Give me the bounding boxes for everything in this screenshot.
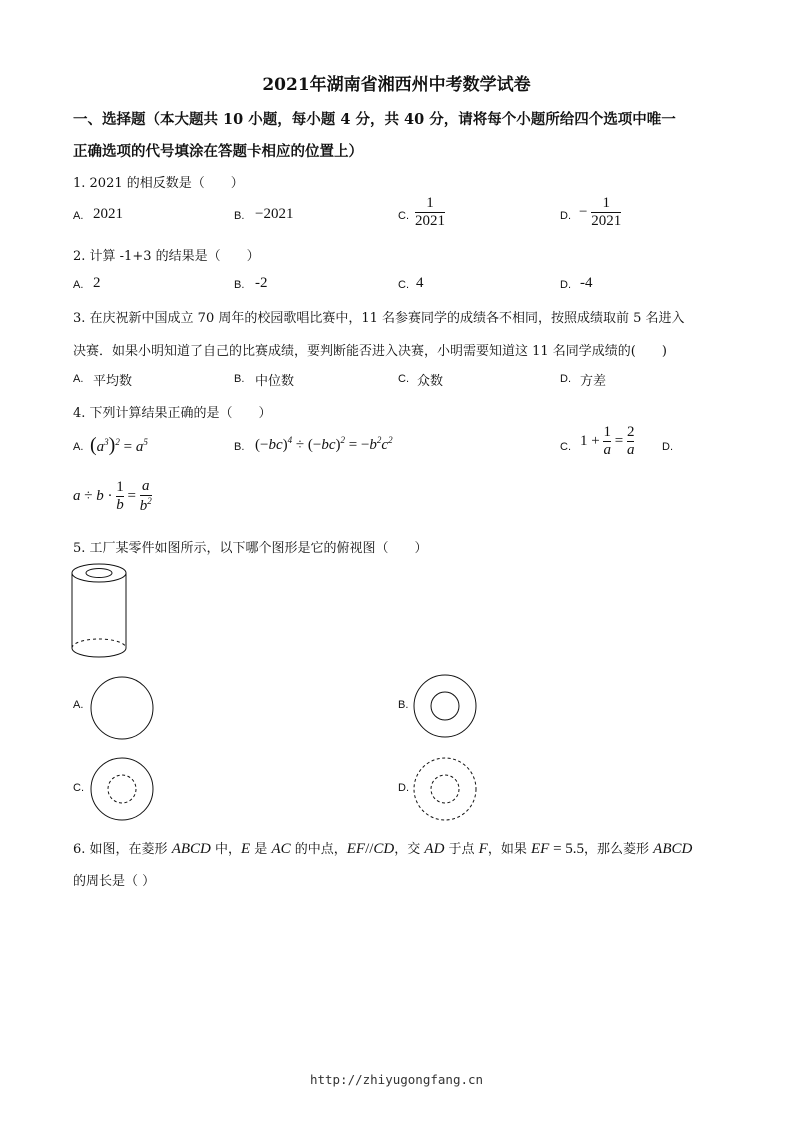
q4-option-c: 1 + $\frac{1}{a}$ = $\frac{2}{a}$: [580, 424, 635, 459]
q1-option-b-label: B.: [234, 210, 245, 222]
q1-c-numerator: 1: [426, 195, 434, 211]
q3-option-c-label: C.: [398, 373, 409, 385]
q5-option-d-label: D.: [398, 782, 409, 794]
q4-stem: 4. 下列计算结果正确的是（ ）: [73, 406, 272, 421]
q3-option-a: 平均数: [93, 374, 133, 389]
q1-option-d-label: D.: [560, 210, 571, 222]
q1-d-sign: −: [579, 204, 588, 221]
q5-option-b-label: B.: [398, 699, 409, 711]
q5-option-b-figure: [412, 673, 478, 739]
q5-option-c-figure: [89, 756, 155, 822]
q6-stem-intro: 6. 如图，在菱形: [73, 842, 168, 857]
page-title: 2021年湖南省湘西州中考数学试卷: [262, 75, 531, 95]
q3-stem-line1: 3. 在庆祝新中国成立 70 周年的校园歌唱比赛中，11 名参赛同学的成绩各不相同，按照成绩取前 5 名进入: [73, 311, 685, 326]
q1-option-c: [415, 195, 445, 231]
q4-option-a-label: A.: [73, 441, 84, 453]
q4-option-d-label: D.: [662, 441, 673, 453]
q6-stem-line2: 的周长是（ ）: [73, 874, 156, 889]
q1-stem: 1. 2021 的相反数是（ ）: [73, 176, 244, 191]
footer-url[interactable]: http://zhiyugongfang.cn: [309, 1072, 484, 1087]
q2-option-b: -2: [255, 275, 268, 291]
q1-d-numerator: 1: [602, 195, 610, 211]
q3-stem-line2: 决赛．如果小明知道了自己的比赛成绩，要判断能否进入决赛，小明需要知道这 11 名同学成绩的( ): [73, 344, 667, 359]
q4-option-d: a ÷ b · $\frac{1}{b}$ = $\frac{a}{b^2}$: [73, 478, 152, 515]
q5-option-a-label: A.: [73, 699, 84, 711]
q2-option-b-label: B.: [234, 279, 245, 291]
q3-option-b: 中位数: [255, 374, 295, 389]
q4-option-a: $(a^3)^2 = a^5$: [90, 434, 148, 456]
part-figure: [68, 560, 132, 664]
section-heading-line1: 一、选择题（本大题共 10 小题，每小题 4 分，共 40 分，请将每个小题所给四个选项中唯一: [73, 111, 676, 128]
q3-option-d-label: D.: [560, 373, 571, 385]
q1-option-a: 2021: [93, 206, 123, 222]
q2-option-d-label: D.: [560, 279, 571, 291]
q2-option-a: 2: [93, 275, 101, 291]
q5-stem: 5. 工厂某零件如图所示，以下哪个图形是它的俯视图（ ）: [73, 541, 428, 556]
q6-stem-line1: 6. 如图，在菱形 ABCD 中，E 是 AC 的中点，EF//CD，交 AD 于点 F，如果 EF = 5.5，那么菱形 ABCD: [73, 841, 693, 857]
q3-option-d: 方差: [580, 374, 607, 389]
section-heading-line2: 正确选项的代号填涂在答题卡相应的位置上）: [73, 143, 363, 160]
q1-option-a-label: A.: [73, 210, 84, 222]
q2-option-c: 4: [416, 275, 424, 291]
q1-option-c-label: C.: [398, 210, 409, 222]
q2-option-a-label: A.: [73, 279, 84, 291]
q4-option-c-label: C.: [560, 441, 571, 453]
q2-option-c-label: C.: [398, 279, 409, 291]
q1-c-denominator: 2021: [415, 213, 445, 230]
q1-option-d: [579, 195, 621, 231]
q1-d-denominator: 2021: [591, 213, 622, 230]
q3-option-a-label: A.: [73, 373, 84, 385]
q5-option-a-figure: [89, 675, 155, 741]
q4-option-b: $(-bc)^4 \div (-bc)^2 = -b^2c^2$: [255, 435, 393, 453]
q5-option-d-figure: [412, 756, 478, 822]
q1-option-b: −2021: [255, 206, 294, 222]
q3-option-c: 众数: [417, 374, 444, 389]
q3-option-b-label: B.: [234, 373, 245, 385]
q4-option-b-label: B.: [234, 441, 245, 453]
q5-option-c-label: C.: [73, 782, 84, 794]
q2-stem: 2. 计算 -1+3 的结果是（ ）: [73, 249, 260, 264]
q2-option-d: -4: [580, 275, 593, 291]
